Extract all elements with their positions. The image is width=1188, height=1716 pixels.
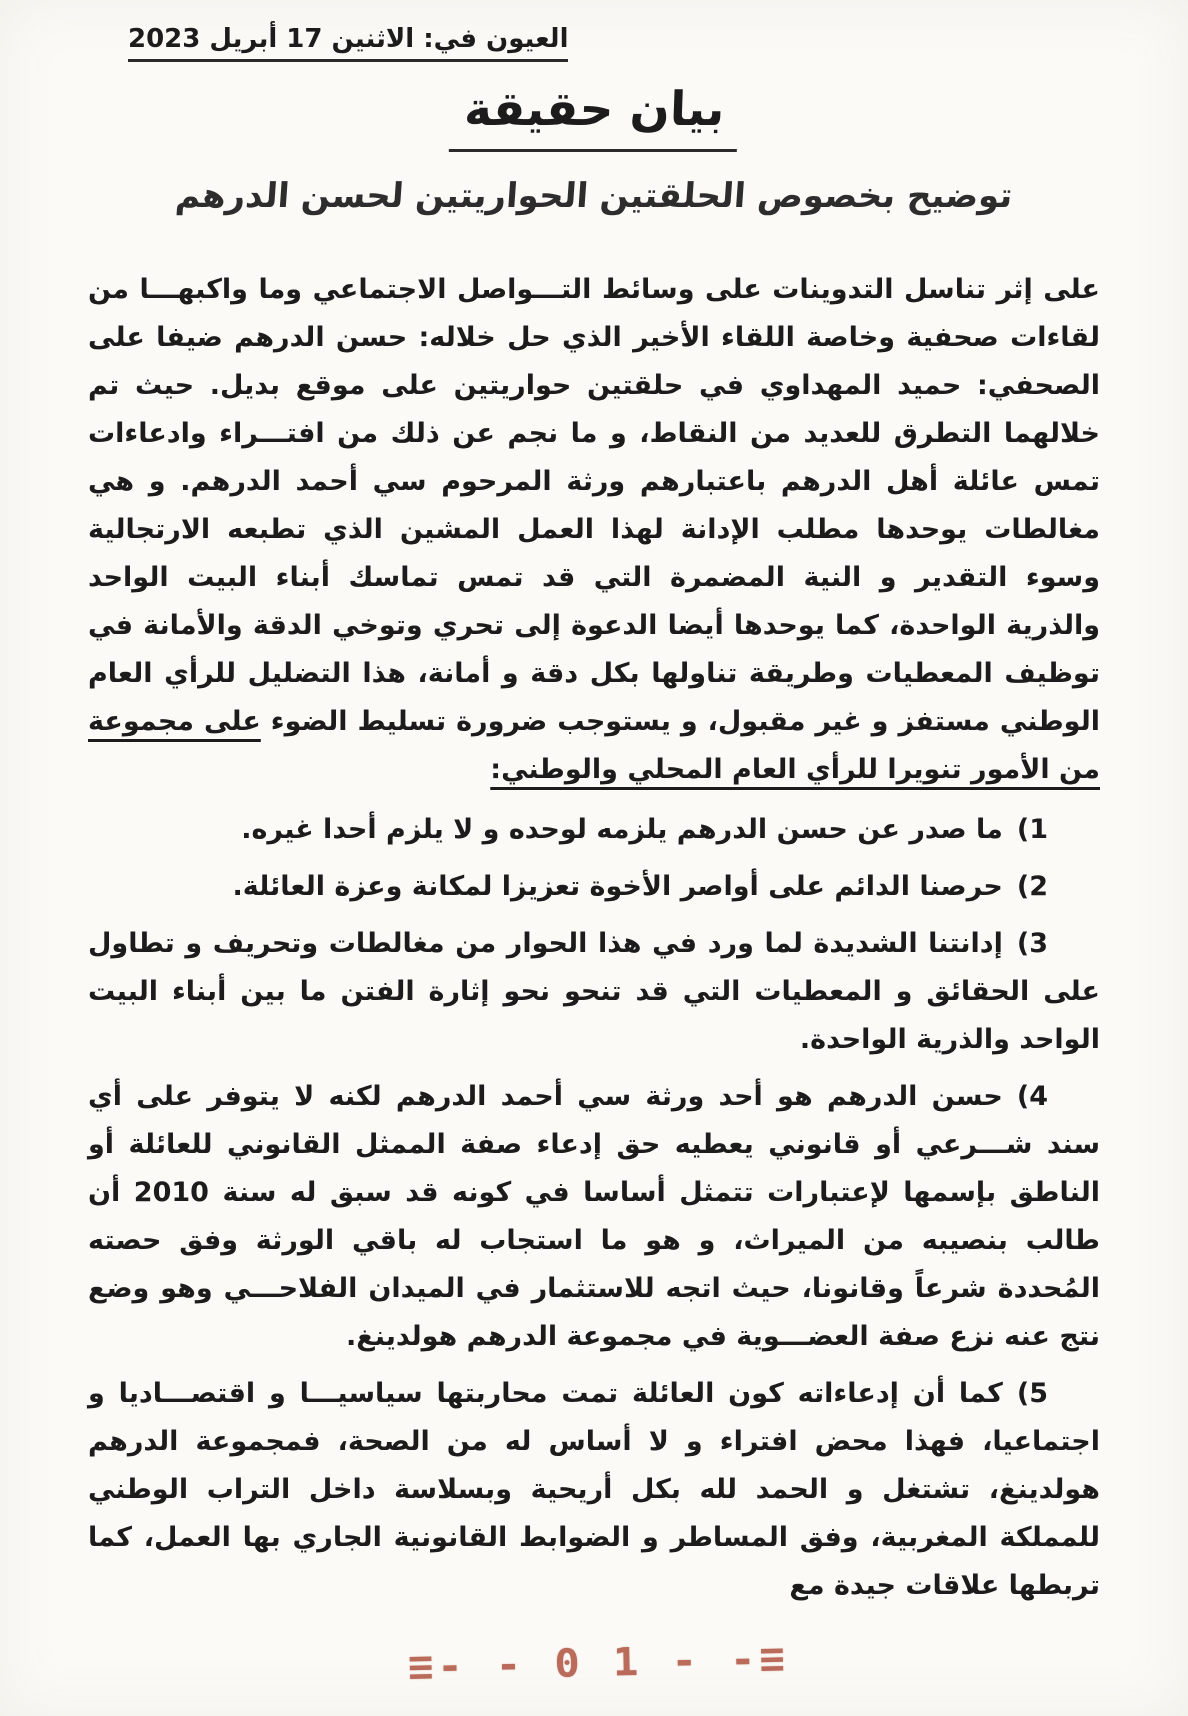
list-item — [88, 863, 1100, 911]
list-item-number: 2) — [1016, 871, 1048, 902]
list-item — [88, 806, 1100, 854]
date-line: العيون في: الاثنين 17 أبريل 2023 — [128, 24, 568, 62]
list-item — [88, 1073, 1100, 1361]
statement-list — [88, 806, 1100, 1610]
list-item-text: إدانتنا الشديدة لما ورد في هذا الحوار من مغالطات وتحريف و تطاول على الحقائق و المعطيات التي قد تنحو نحو إثارة الفتن ما بين أبناء البيت الواحد والذرية الواحدة. — [88, 928, 1100, 1055]
list-item-number: 3) — [1016, 928, 1048, 959]
list-item-text: كما أن إدعاءاته كون العائلة تمت محاربتها سياسيـــا و اقتصـــاديا و اجتماعيا، فهذا محض افتراء و لا أساس له من الصحة، فمجموعة الدرهم هولدينغ، تشتغل و الحمد لله بكل أريحية وبسلاسة داخل التراب الوطني للمملكة المغربية، وفق المساطر و الضوابط القانونية الجاري بها العمل، كما تربطها علاقات جيدة مع — [88, 1378, 1100, 1601]
document-subtitle: توضيح بخصوص الحلقتين الحواريتين لحسن الدرهم — [174, 176, 1014, 216]
page-number-stamp: ≡- - 0 1 - -≡ — [407, 1635, 790, 1690]
list-item — [88, 920, 1100, 1064]
intro-underlined-clause: على مجموعة من الأمور تنويرا للرأي العام المحلي والوطني: — [88, 706, 1100, 785]
list-item-text: حرصنا الدائم على أواصر الأخوة تعزيزا لمكانة وعزة العائلة. — [232, 871, 1003, 902]
list-item-text: حسن الدرهم هو أحد ورثة سي أحمد الدرهم لكنه لا يتوفر على أي سند شـــرعي أو قانوني يعطيه حق إدعاء صفة الممثل القانوني للعائلة أو الناطق بإسمها لإعتبارات تتمثل أساسا في كونه قد سبق له سنة 2010 أن طالب بنصيبه من الميراث، و هو ما استجاب له باقي الورثة وفق حصته المُحددة شرعاً وقانونا، حيث اتجه للاستثمار في الميدان الفلاحـــي وهو وضع نتج عنه نزع صفة العضـــوية في مجموعة الدرهم هولدينغ. — [88, 1081, 1100, 1352]
list-item — [88, 1370, 1100, 1610]
intro-paragraph — [88, 266, 1100, 794]
list-item-number: 1) — [1016, 814, 1048, 845]
list-item-number: 4) — [1016, 1081, 1048, 1112]
list-item-number: 5) — [1016, 1378, 1048, 1409]
intro-text: على إثر تناسل التدوينات على وسائط التـــواصل الاجتماعي وما واكبهـــا من لقاءات صحفية وخاصة اللقاء الأخير الذي حل خلاله: حسن الدرهم ضيفا على الصحفي: حميد المهداوي في حلقتين حواريتين على موقع بديل. حيث تم خلالهما التطرق للعديد من النقاط، و ما نجم عن ذلك من افتـــراء وادعاءات تمس عائلة أهل الدرهم باعتبارهم ورثة المرحوم سي أحمد الدرهم. و هي مغالطات يوحدها مطلب الإدانة لهذا العمل المشين الذي تطبعه الارتجالية وسوء التقدير و النية المضمرة التي قد تمس تماسك أبناء البيت الواحد والذرية الواحدة، كما يوحدها أيضا الدعوة إلى تحري وتوخي الدقة والأمانة في توظيف المعطيات وطريقة تناولها بكل دقة و أمانة، هذا التضليل للرأي العام الوطني مستفز و غير مقبول، و يستوجب ضرورة تسليط الضوء — [88, 274, 1100, 737]
document-title — [88, 82, 1100, 152]
document-title-text: بيان حقيقة — [449, 82, 740, 152]
list-item-text: ما صدر عن حسن الدرهم يلزمه لوحده و لا يلزم أحدا غيره. — [241, 814, 1003, 845]
